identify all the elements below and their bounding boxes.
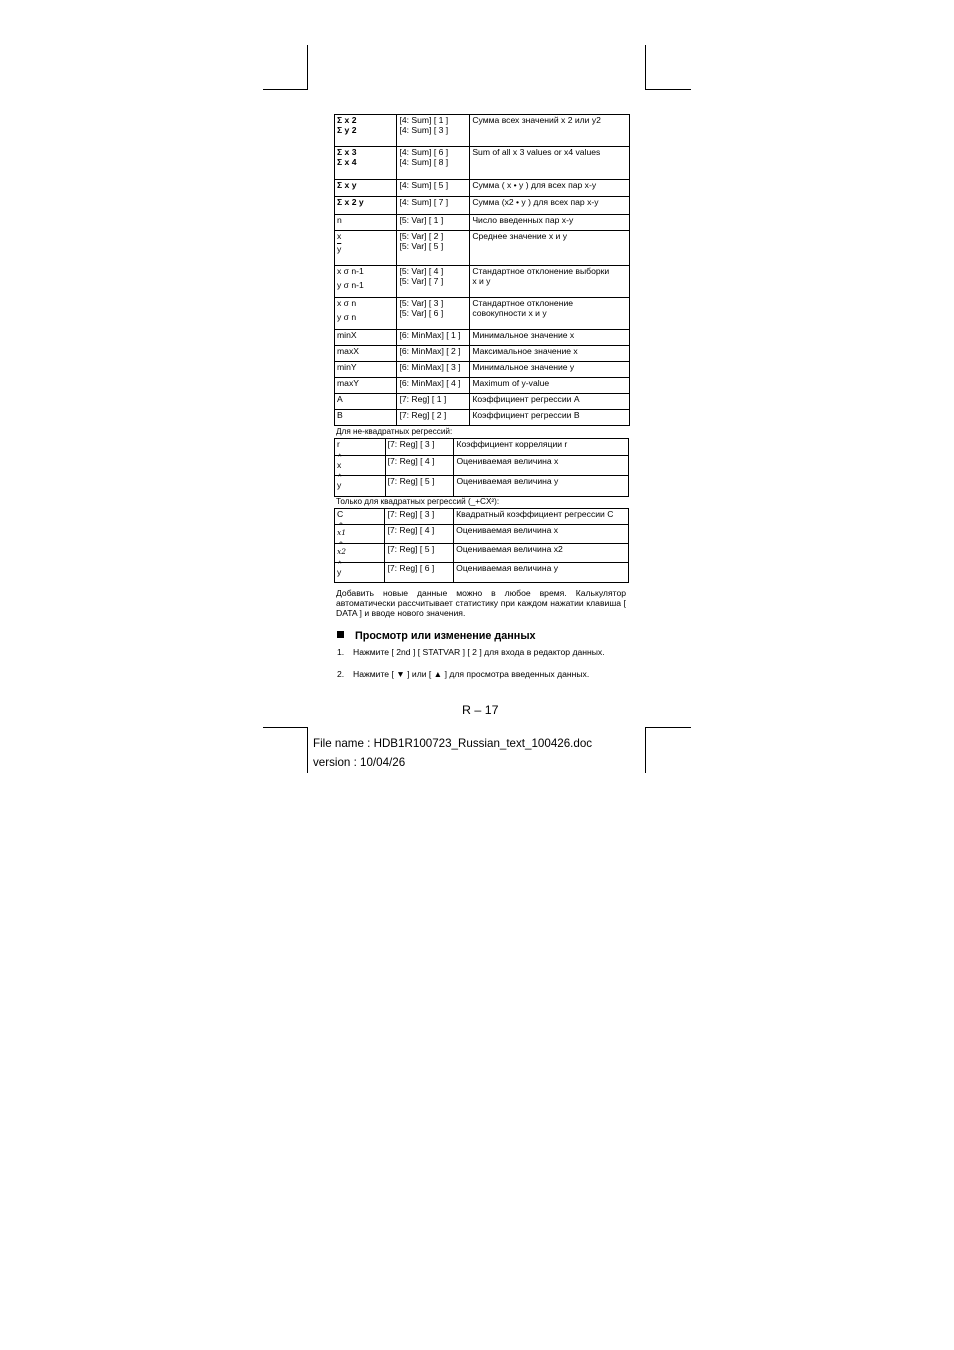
table-row <box>335 394 630 410</box>
key-sequence: [7: Reg] [ 3 ] <box>387 439 435 449</box>
key-sequence: [7: Reg] [ 5 ] <box>387 544 435 554</box>
symbol: x σ n <box>337 298 357 308</box>
symbol: n <box>337 215 342 225</box>
description: Оцениваемая величина x <box>456 456 559 466</box>
description: Sum of all x 3 values or x4 values <box>472 147 601 157</box>
step-number: 2. <box>337 669 345 679</box>
symbol: r <box>337 439 340 449</box>
description: Минимальное значение x <box>472 330 575 340</box>
symbol: x σ n-1 <box>337 266 364 276</box>
symbol: $\overline{y}$ <box>337 244 342 255</box>
key-sequence: [4: Sum] [ 5 ] <box>399 180 449 190</box>
table-row <box>335 439 629 456</box>
quad-caption: Только для квадратных регрессий (_+CX²): <box>336 497 500 506</box>
key-sequence: [7: Reg] [ 1 ] <box>399 394 447 404</box>
symbol: minX <box>337 330 357 340</box>
step-text: Нажмите [ ▼ ] или [ ▲ ] для просмотра введенных данных. <box>353 669 590 679</box>
list-item <box>337 669 627 679</box>
crop-mark <box>307 727 308 773</box>
bullet-square-icon <box>337 631 344 638</box>
key-sequence: [7: Reg] [ 2 ] <box>399 410 447 420</box>
description: x и y <box>472 276 491 287</box>
symbol: C <box>337 509 344 519</box>
footer-file-name: File name : HDB1R100723_Russian_text_100426.doc <box>313 737 593 750</box>
key-sequence: [6: MinMax] [ 3 ] <box>399 362 461 372</box>
table-row <box>335 346 630 362</box>
nonquad-caption: Для не-квадратных регрессий: <box>336 427 453 436</box>
symbol: $\overline{x}$ <box>337 231 342 241</box>
key-sequence: [5: Var] [ 3 ] <box>399 298 444 308</box>
symbol: ^ x2 <box>337 547 382 556</box>
crop-mark <box>645 727 646 773</box>
symbol: Σ x 4 <box>337 157 357 168</box>
description: Оцениваемая величина x2 <box>456 544 563 554</box>
crop-mark <box>307 45 308 90</box>
table-row <box>335 476 629 497</box>
section-title: Просмотр или изменение данных <box>355 630 536 642</box>
symbol: Σ x y <box>337 180 357 190</box>
symbol: Σ x 2 <box>337 115 357 125</box>
symbol: ^ x1 <box>337 528 382 537</box>
description: Maximum of y-value <box>472 378 550 388</box>
table-row <box>335 544 629 563</box>
table-row <box>335 298 630 330</box>
description: Коэффициент регрессии A <box>472 394 580 404</box>
description: Сумма (x2 • y ) для всех пар x-y <box>472 197 599 207</box>
key-sequence: [7: Reg] [ 6 ] <box>387 563 435 573</box>
table-row <box>335 197 630 215</box>
key-sequence: [7: Reg] [ 3 ] <box>387 509 435 519</box>
key-sequence: [5: Var] [ 7 ] <box>399 276 444 287</box>
table-row <box>335 525 629 544</box>
key-sequence: [4: Sum] [ 3 ] <box>399 125 449 136</box>
symbol: y σ n <box>337 312 357 323</box>
description: Оцениваемая величина x <box>456 525 559 535</box>
table-row <box>335 378 630 394</box>
symbol: A <box>337 394 343 404</box>
section-heading <box>337 630 536 642</box>
description: Сумма всех значений x 2 или y2 <box>472 115 601 125</box>
symbol: ^ x <box>337 460 383 470</box>
symbol: Σ x 3 <box>337 147 357 157</box>
key-sequence: [7: Reg] [ 5 ] <box>387 476 435 486</box>
crop-mark <box>645 45 646 90</box>
crop-mark <box>645 89 691 90</box>
stat-variables-table <box>334 114 630 426</box>
key-sequence: [5: Var] [ 1 ] <box>399 215 444 225</box>
quad-regression-table <box>334 508 629 583</box>
key-sequence: [7: Reg] [ 4 ] <box>387 456 435 466</box>
symbol: Σ x 2 y <box>337 197 364 207</box>
note-paragraph: Добавить новые данные можно в любое время. Калькулятор автоматически рассчитывает статистику при каждом нажатии клавиша [ DATA ] и вводе нового значения. <box>336 588 626 619</box>
table-row <box>335 266 630 298</box>
description: Минимальное значение y <box>472 362 575 372</box>
description: Число введенных пар x-y <box>472 215 574 225</box>
table-row <box>335 509 629 525</box>
table-row <box>335 231 630 266</box>
key-sequence: [4: Sum] [ 6 ] <box>399 147 449 157</box>
page-number: R – 17 <box>462 703 499 717</box>
step-number: 1. <box>337 647 345 657</box>
description: Сумма ( x • y ) для всех пар x-y <box>472 180 597 190</box>
table-row <box>335 147 630 180</box>
description: Среднее значение x и y <box>472 231 568 241</box>
key-sequence: [4: Sum] [ 7 ] <box>399 197 449 207</box>
key-sequence: [4: Sum] [ 1 ] <box>399 115 449 125</box>
table-row <box>335 330 630 346</box>
symbol: maxX <box>337 346 359 356</box>
description: Стандартное отклонение <box>472 298 574 308</box>
crop-mark <box>263 727 308 728</box>
symbol: ^ y <box>337 567 382 577</box>
footer-version: version : 10/04/26 <box>313 756 406 769</box>
description: Коэффициент регрессии B <box>472 410 580 420</box>
table-row <box>335 563 629 583</box>
description: Квадратный коэффициент регрессии C <box>456 509 614 519</box>
key-sequence: [6: MinMax] [ 4 ] <box>399 378 461 388</box>
symbol: minY <box>337 362 357 372</box>
description: Максимальное значение x <box>472 346 578 356</box>
symbol: maxY <box>337 378 359 388</box>
symbol: y σ n-1 <box>337 280 364 291</box>
description: Стандартное отклонение выборки <box>472 266 610 276</box>
key-sequence: [6: MinMax] [ 1 ] <box>399 330 461 340</box>
description: Оцениваемая величина y <box>456 476 559 486</box>
key-sequence: [5: Var] [ 6 ] <box>399 308 444 319</box>
key-sequence: [7: Reg] [ 4 ] <box>387 525 435 535</box>
symbol: ^ y <box>337 480 383 490</box>
description: Коэффициент корреляции r <box>456 439 568 449</box>
key-sequence: [6: MinMax] [ 2 ] <box>399 346 461 356</box>
step-text: Нажмите [ 2nd ] [ STATVAR ] [ 2 ] для входа в редактор данных. <box>353 647 605 657</box>
table-row <box>335 456 629 476</box>
table-row <box>335 410 630 426</box>
list-item <box>337 647 627 657</box>
description: Оцениваемая величина y <box>456 563 559 573</box>
description: совокупности x и y <box>472 308 547 319</box>
symbol: Σ y 2 <box>337 125 357 136</box>
table-row <box>335 180 630 197</box>
crop-mark <box>645 727 691 728</box>
crop-mark <box>263 89 308 90</box>
table-row <box>335 362 630 378</box>
key-sequence: [4: Sum] [ 8 ] <box>399 157 449 168</box>
symbol: B <box>337 410 343 420</box>
nonquad-regression-table <box>334 438 629 497</box>
table-row <box>335 215 630 231</box>
key-sequence: [5: Var] [ 5 ] <box>399 241 444 252</box>
key-sequence: [5: Var] [ 4 ] <box>399 266 444 276</box>
key-sequence: [5: Var] [ 2 ] <box>399 231 444 241</box>
table-row <box>335 115 630 147</box>
